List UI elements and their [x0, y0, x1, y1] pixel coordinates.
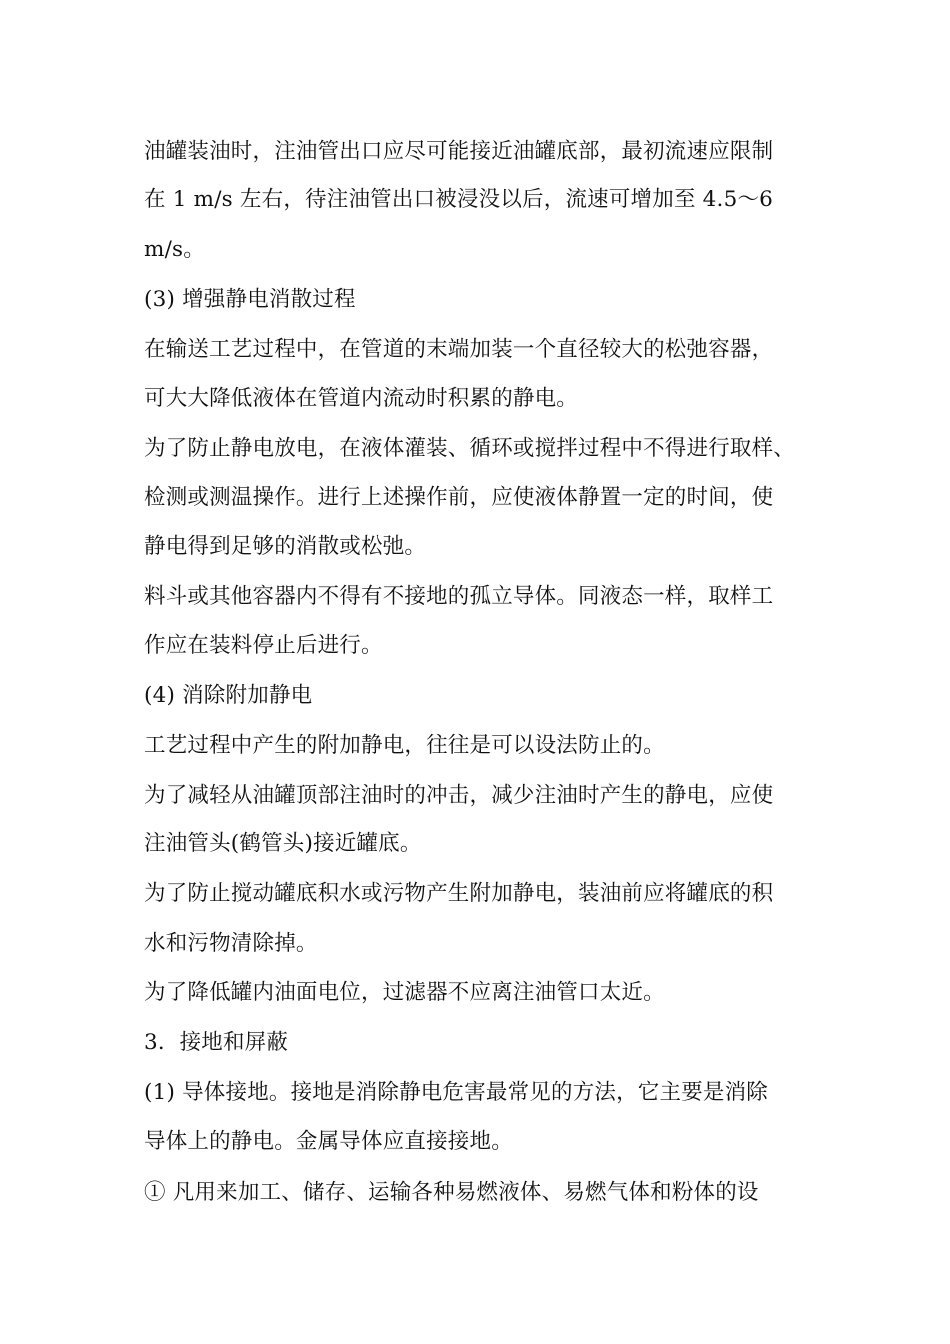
paragraph-line: 为了降低罐内油面电位，过滤器不应离注油管口太近。 — [144, 980, 665, 1005]
paragraph-line: 在输送工艺过程中，在管道的末端加装一个直径较大的松弛容器， — [144, 337, 774, 362]
paragraph-line: 水和污物清除掉。 — [144, 931, 318, 956]
paragraph-line: 作应在装料停止后进行。 — [144, 633, 383, 658]
paragraph-line: 工艺过程中产生的附加静电，往往是可以设法防止的。 — [144, 733, 665, 758]
section-heading: 3．接地和屏蔽 — [144, 1030, 289, 1055]
paragraph-line: (1) 导体接地。接地是消除静电危害最常见的方法，它主要是消除 — [144, 1080, 768, 1105]
paragraph-line: 注油管头(鹤管头)接近罐底。 — [144, 831, 422, 856]
paragraph-line: 为了防止静电放电，在液体灌装、循环或搅拌过程中不得进行取样、 — [144, 436, 796, 461]
paragraph-line: 油罐装油时，注油管出口应尽可能接近油罐底部，最初流速应限制 — [144, 139, 774, 164]
section-heading: (4) 消除附加静电 — [144, 683, 313, 708]
list-item-line: ① 凡用来加工、储存、运输各种易燃液体、易燃气体和粉体的设 — [144, 1180, 759, 1205]
paragraph-line: 在 1 m/s 左右，待注油管出口被浸没以后，流速可增加至 4.5～6 — [144, 187, 774, 212]
paragraph-line: 导体上的静电。金属导体应直接接地。 — [144, 1129, 513, 1154]
paragraph-line: 为了防止搅动罐底积水或污物产生附加静电，装油前应将罐底的积 — [144, 881, 774, 906]
paragraph-line: 为了减轻从油罐顶部注油时的冲击，减少注油时产生的静电，应使 — [144, 783, 774, 808]
paragraph-line: 静电得到足够的消散或松弛。 — [144, 534, 427, 559]
paragraph-line: m/s。 — [144, 237, 205, 262]
paragraph-line: 料斗或其他容器内不得有不接地的孤立导体。同液态一样，取样工 — [144, 584, 774, 609]
section-heading: (3) 增强静电消散过程 — [144, 287, 356, 312]
paragraph-line: 检测或测温操作。进行上述操作前，应使液体静置一定的时间，使 — [144, 485, 774, 510]
paragraph-line: 可大大降低液体在管道内流动时积累的静电。 — [144, 386, 579, 411]
